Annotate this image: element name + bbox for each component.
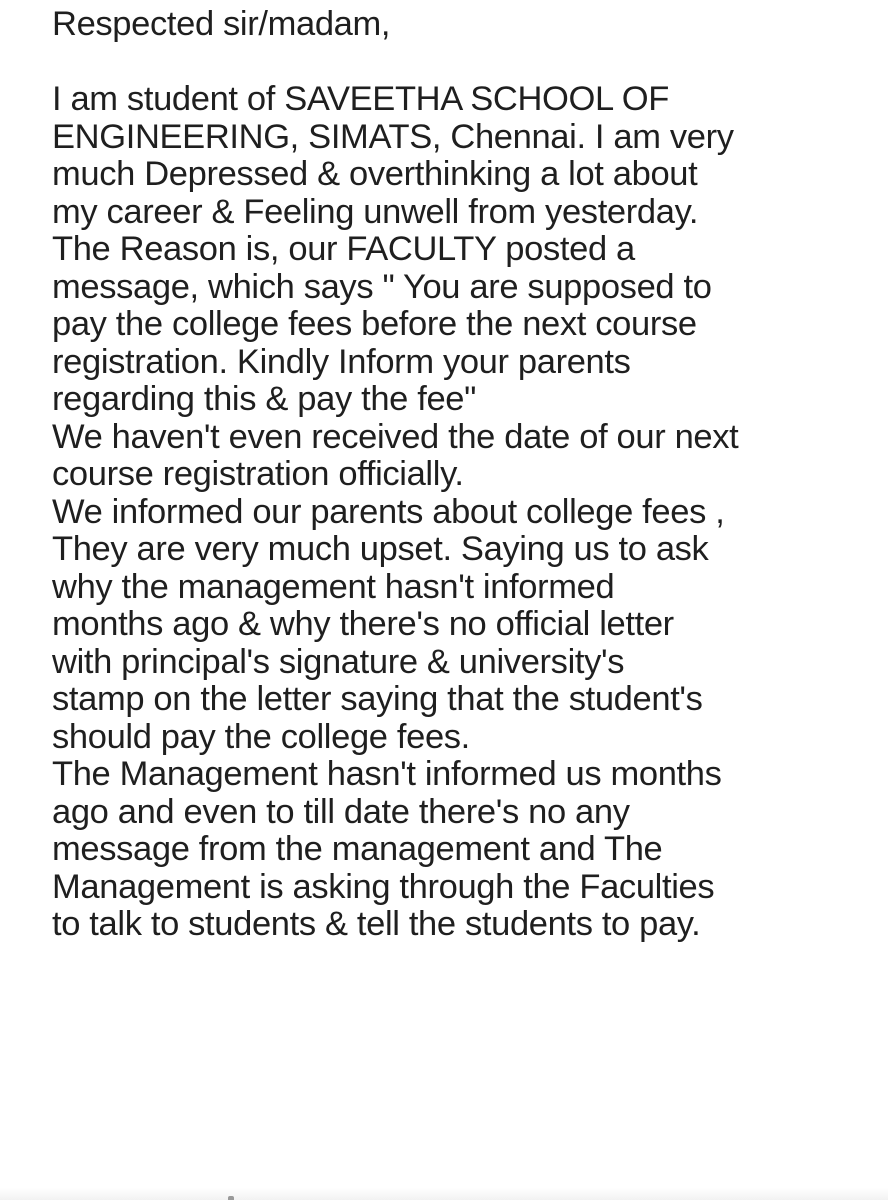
bottom-edge <box>0 1188 888 1200</box>
letter-line: We haven't even received the date of our next <box>52 417 739 456</box>
letter-line: with principal's signature & university's <box>52 642 625 681</box>
salutation: Respected sir/madam, <box>52 5 391 43</box>
letter-line: pay the college fees before the next course <box>52 305 697 343</box>
letter-line: course registration officially. <box>52 455 464 493</box>
letter-line: regarding this & pay the fee" <box>52 380 477 418</box>
letter-line: to talk to students & tell the students to pay. <box>52 905 701 943</box>
letter-line: The Reason is, our FACULTY posted a <box>52 230 635 268</box>
letter-line: much Depressed & overthinking a lot about <box>52 155 698 193</box>
letter-line: They are very much upset. Saying us to ask <box>52 530 709 568</box>
blank-line <box>52 44 882 82</box>
letter-line: ENGINEERING, SIMATS, Chennai. I am very <box>52 117 734 156</box>
letter-line: Management is asking through the Faculties <box>52 867 715 906</box>
letter-line: stamp on the letter saying that the student's <box>52 680 703 718</box>
letter-line: months ago & why there's no official letter <box>52 605 674 643</box>
letter-line: We informed our parents about college fees , <box>52 492 725 531</box>
letter-line: ago and even to till date there's no any <box>52 792 630 831</box>
letter-line: message, which says " You are supposed to <box>52 267 712 306</box>
letter-line: my career & Feeling unwell from yesterday. <box>52 192 699 231</box>
letter-line: The Management hasn't informed us months <box>52 755 722 793</box>
letter-line: why the management hasn't informed <box>52 567 615 606</box>
letter-body <box>52 6 882 944</box>
letter-line: message from the management and The <box>52 830 663 868</box>
cropped-text-fragment <box>228 1196 234 1200</box>
letter-line: I am student of SAVEETHA SCHOOL OF <box>52 80 669 118</box>
letter-line: registration. Kindly Inform your parents <box>52 342 631 381</box>
letter-line: should pay the college fees. <box>52 717 470 756</box>
